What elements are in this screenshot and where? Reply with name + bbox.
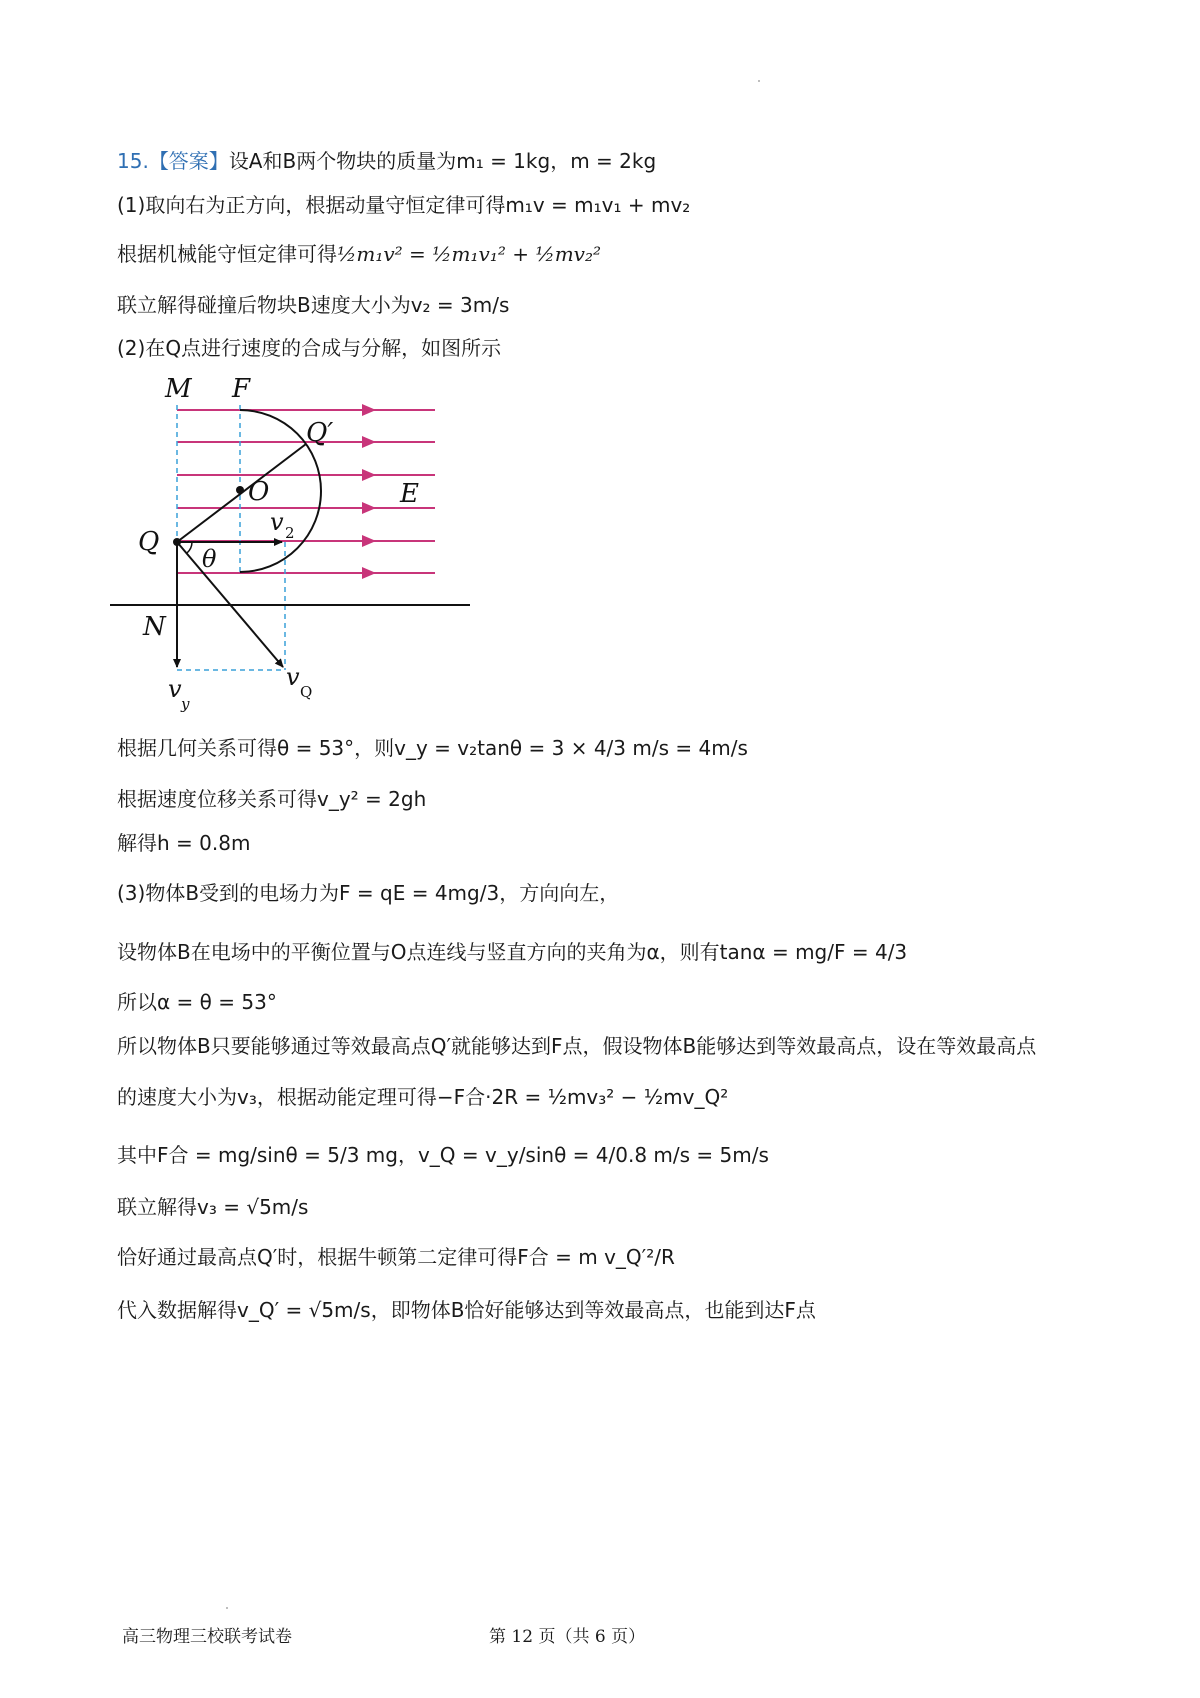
label-O: O — [248, 477, 270, 507]
label-N: N — [143, 612, 166, 642]
label-v2-sub: 2 — [285, 524, 295, 542]
step-3-newton: 恰好通过最高点Q′时，根据牛顿第二定律可得F合 = m v_Q′²/R — [117, 1245, 675, 1269]
energy-text: 根据机械能守恒定律可得 — [117, 242, 337, 266]
step-2-kinematics: 根据速度位移关系可得v_y² = 2gh — [117, 787, 427, 811]
label-vy: v — [168, 675, 182, 703]
step-1-result: 联立解得碰撞后物块B速度大小为v₂ = 3m/s — [117, 293, 510, 317]
field-arrowhead — [362, 502, 376, 514]
answer-tag: 【答案】 — [148, 149, 229, 173]
energy-equation: ½m₁v² = ½m₁v₁² + ½mv₂² — [337, 242, 602, 266]
field-arrowhead — [362, 535, 376, 547]
step-2-result: 解得h = 0.8m — [117, 831, 251, 855]
label-vy-sub: y — [181, 695, 190, 713]
label-Q-prime: Q′ — [306, 418, 334, 448]
label-E: E — [400, 479, 419, 509]
step-1-momentum: (1)取向右为正方向，根据动量守恒定律可得m₁v = m₁v₁ + mv₂ — [117, 193, 691, 217]
label-vQ-sub: Q — [300, 683, 313, 701]
step-2-intro: (2)在Q点进行速度的合成与分解，如图所示 — [117, 336, 502, 360]
step-1-energy — [117, 240, 601, 268]
center-point-O — [236, 486, 244, 494]
step-3-force: (3)物体B受到的电场力为F = qE = 4mg/3，方向向左， — [117, 881, 620, 905]
scan-speck-2 — [226, 1607, 228, 1609]
answer-header — [117, 147, 656, 175]
field-arrowhead — [362, 404, 376, 416]
label-vQ: v — [286, 663, 300, 691]
step-3-equilibrium: 设物体B在电场中的平衡位置与O点连线与竖直方向的夹角为α，则有tanα = mg/F = 4/3 — [117, 940, 908, 964]
step-3-v3: 联立解得v₃ = √5m/s — [117, 1195, 309, 1219]
step-3-net-force: 其中F合 = mg/sinθ = 5/3 mg，v_Q = v_y/sinθ = 4/0.8 m/s = 5m/s — [117, 1143, 769, 1167]
question-number: 15. — [117, 149, 149, 173]
theta-arc — [187, 542, 192, 553]
step-3-reasoning: 所以物体B只要能够通过等效最高点Q′就能够达到F点，假设物体B能够达到等效最高点，设在等效最高点 — [117, 1034, 1037, 1058]
answer-intro: 设A和B两个物块的质量为m₁ = 1kg，m = 2kg — [228, 149, 657, 173]
step-2-angle: 根据几何关系可得θ = 53°，则v_y = v₂tanθ = 3 × 4/3 m/s = 4m/s — [117, 736, 748, 760]
field-arrowhead — [362, 469, 376, 481]
velocity-field-diagram — [110, 374, 490, 725]
field-arrowhead — [362, 567, 376, 579]
label-F: F — [232, 374, 251, 404]
step-3-work-energy: 的速度大小为v₃，根据动能定理可得−F合·2R = ½mv₃² − ½mv_Q² — [117, 1085, 729, 1109]
field-arrowhead — [362, 436, 376, 448]
footer-exam-title: 高三物理三校联考试卷 — [122, 1627, 292, 1647]
step-3-conclusion: 代入数据解得v_Q′ = √5m/s，即物体B恰好能够达到等效最高点，也能到达F点 — [117, 1298, 816, 1322]
dashed-guides — [177, 405, 285, 670]
label-theta: θ — [202, 545, 217, 573]
footer-page-number: 第 12 页（共 6 页） — [489, 1627, 646, 1647]
step-3-angle: 所以α = θ = 53° — [117, 990, 277, 1014]
scan-speck — [758, 80, 760, 82]
label-v2: v — [270, 508, 284, 536]
label-M: M — [165, 374, 192, 404]
label-Q: Q — [138, 527, 160, 557]
